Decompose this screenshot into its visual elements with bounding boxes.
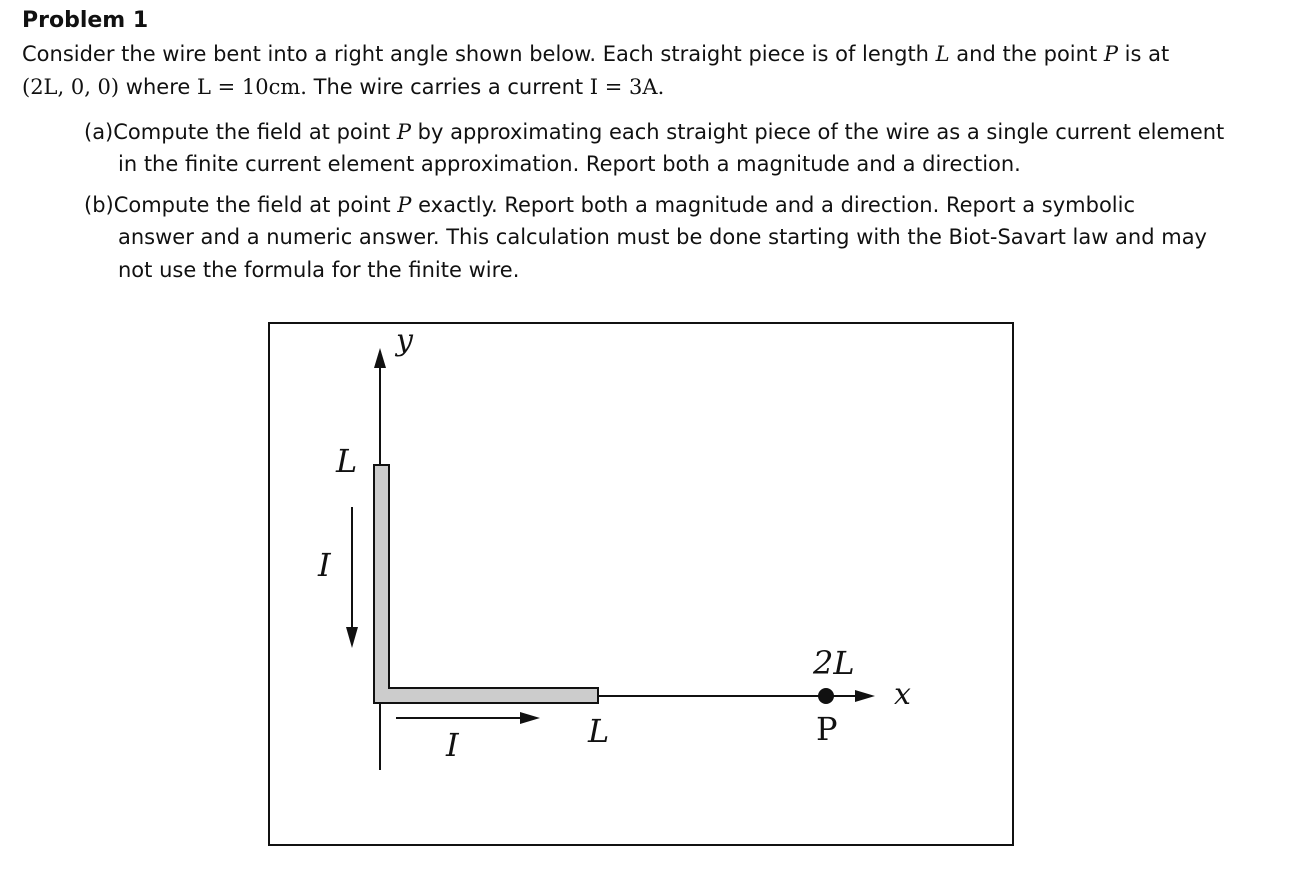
problem-title: Problem 1 [22, 8, 149, 33]
vertical-length-label: L [336, 442, 358, 480]
part-b-line-1: (b)Compute the field at point P exactly. Report both a magnitude and a direction. Report a symbolic [84, 193, 1136, 217]
part-b-line-2: answer and a numeric answer. This calculation must be done starting with the Biot-Savart law and may [118, 225, 1207, 249]
vertical-current-label: I [318, 546, 331, 584]
y-axis-label: y [396, 323, 413, 358]
x-axis-label: x [894, 677, 911, 712]
point-p-label: P [816, 710, 838, 748]
length-value: L = 10cm. [196, 75, 307, 99]
current-value: I = 3A. [589, 75, 665, 99]
point-distance-label: 2L [813, 644, 855, 682]
intro-line-2: (2L, 0, 0) where L = 10cm. The wire carries a current I = 3A. [22, 75, 665, 99]
point-p-dot [818, 688, 834, 704]
intro-line-1: Consider the wire bent into a right angle shown below. Each straight piece is of length L and the point P is at [22, 42, 1170, 66]
part-b-line-3: not use the formula for the finite wire. [118, 258, 520, 282]
part-a-line-2: in the finite current element approximation. Report both a magnitude and a direction. [118, 152, 1021, 176]
horizontal-length-label: L [588, 712, 610, 750]
point-coordinate: (2L, 0, 0) [22, 75, 120, 99]
part-a-line-1: (a)Compute the field at point P by approximating each straight piece of the wire as a single current element [84, 120, 1225, 144]
horizontal-current-label: I [446, 726, 459, 764]
wire-diagram [268, 322, 1014, 846]
